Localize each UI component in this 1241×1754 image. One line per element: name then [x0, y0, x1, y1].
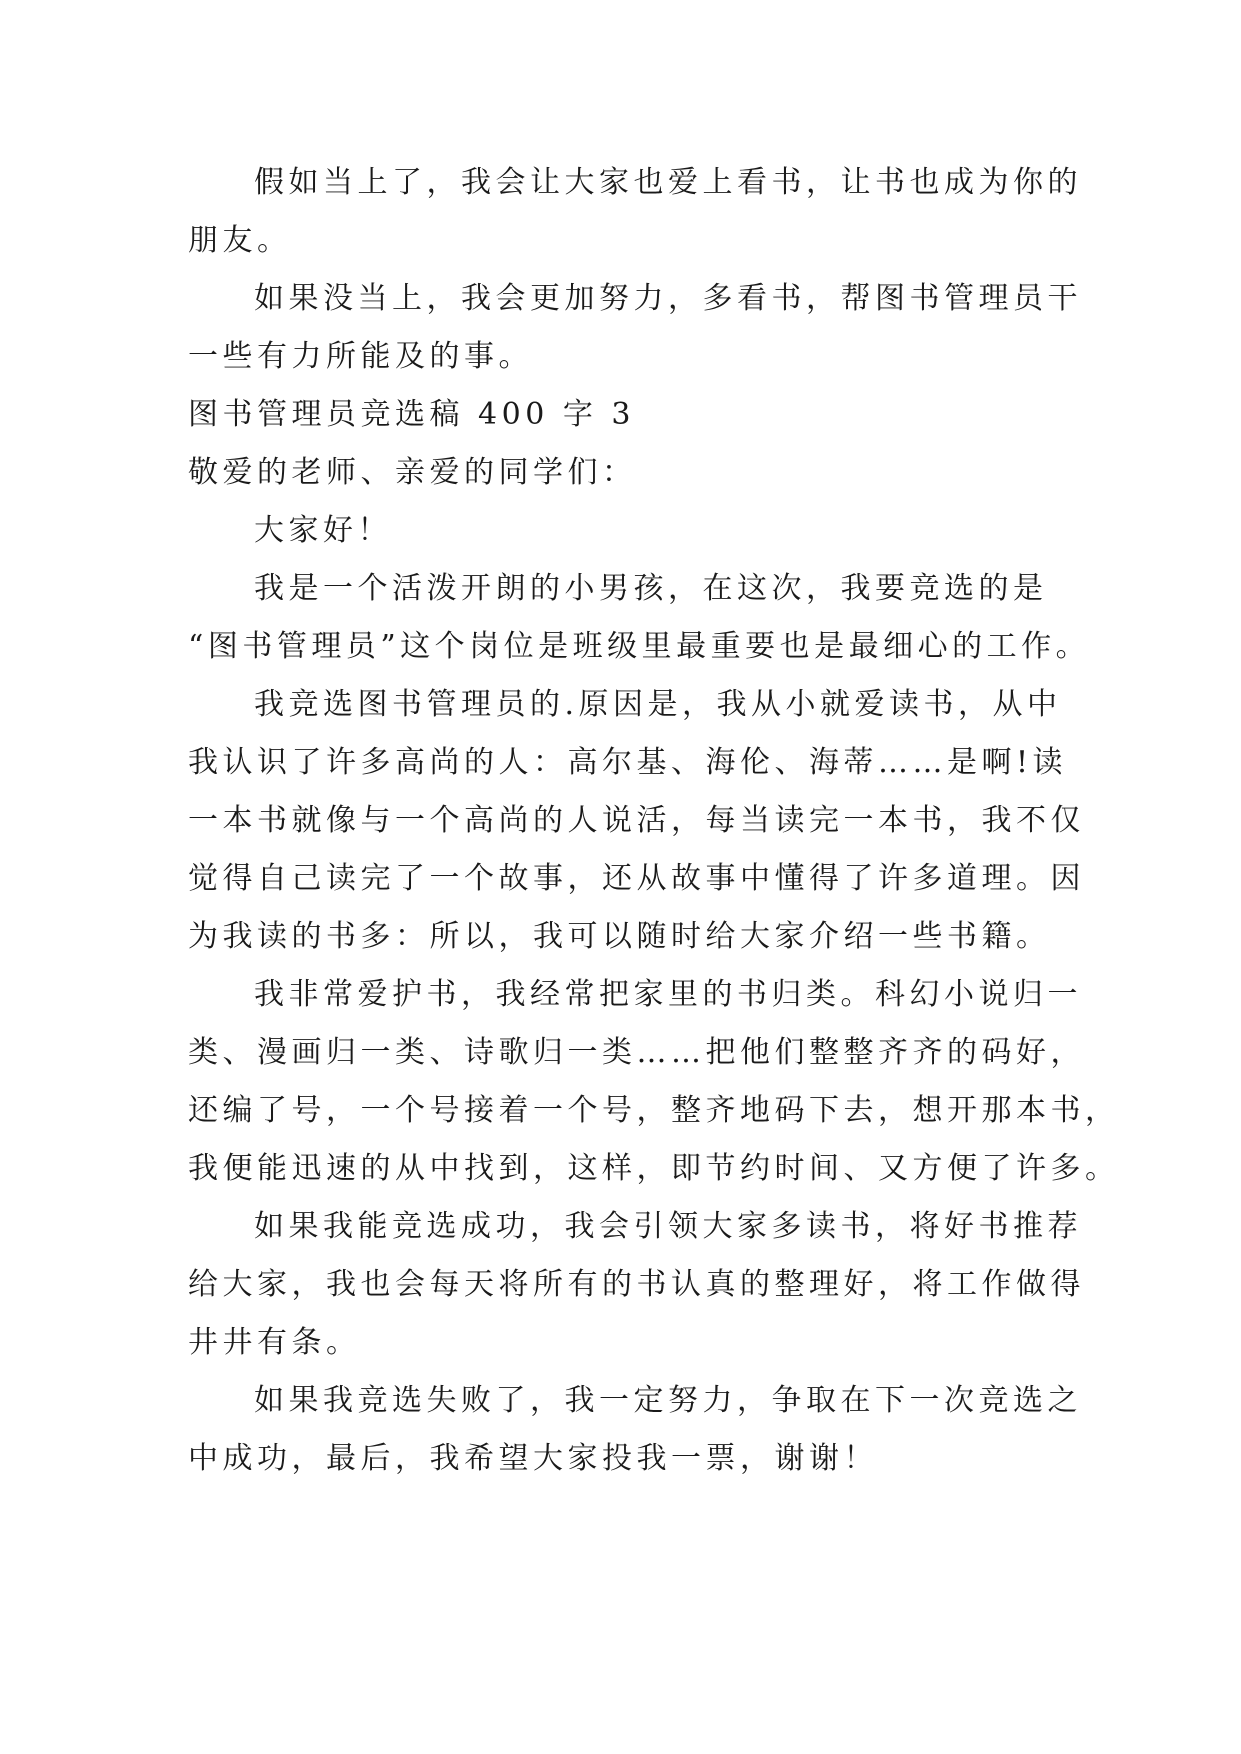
- document-body: [188, 154, 1120, 1488]
- text-line: 如果没当上，我会更加努力，多看书，帮图书管理员干: [254, 281, 1082, 316]
- text-line: 我非常爱护书，我经常把家里的书归类。科幻小说归一: [254, 977, 1082, 1012]
- text-line: 我认识了许多高尚的人：高尔基、海伦、海蒂……是啊!读: [188, 745, 1068, 780]
- text-line: 给大家，我也会每天将所有的书认真的整理好，将工作做得: [188, 1267, 1085, 1302]
- salutation: 敬爱的老师、亲爱的同学们：: [188, 455, 637, 490]
- text-line: 一些有力所能及的事。: [188, 339, 533, 374]
- text-line: 我竞选图书管理员的.原因是，我从小就爱读书，从中: [254, 687, 1062, 722]
- text-line: 井井有条。: [188, 1325, 361, 1360]
- text-line: 一本书就像与一个高尚的人说活，每当读完一本书，我不仅: [188, 803, 1085, 838]
- greeting: 大家好！: [254, 513, 392, 548]
- text-line: 我便能迅速的从中找到，这样，即节约时间、又方便了许多。: [188, 1151, 1120, 1186]
- text-line: 如果我竞选失败了，我一定努力，争取在下一次竞选之: [254, 1383, 1082, 1418]
- section-heading: 图书管理员竞选稿 400 字 3: [188, 397, 635, 432]
- text-line: 朋友。: [188, 223, 292, 258]
- text-line: 为我读的书多：所以，我可以随时给大家介绍一些书籍。: [188, 919, 1051, 954]
- text-line: 还编了号，一个号接着一个号，整齐地码下去，想开那本书，: [188, 1093, 1120, 1128]
- text-line: 假如当上了，我会让大家也爱上看书，让书也成为你的: [254, 165, 1082, 200]
- text-line: 如果我能竞选成功，我会引领大家多读书，将好书推荐: [254, 1209, 1082, 1244]
- text-line: 我是一个活泼开朗的小男孩，在这次，我要竞选的是: [254, 571, 1048, 606]
- text-line: 类、漫画归一类、诗歌归一类……把他们整整齐齐的码好，: [188, 1035, 1085, 1070]
- text-line: 中成功，最后，我希望大家投我一票，谢谢！: [188, 1441, 878, 1476]
- text-line: 觉得自己读完了一个故事，还从故事中懂得了许多道理。因: [188, 861, 1085, 896]
- text-line: “图书管理员”这个岗位是班级里最重要也是最细心的工作。: [188, 629, 1091, 664]
